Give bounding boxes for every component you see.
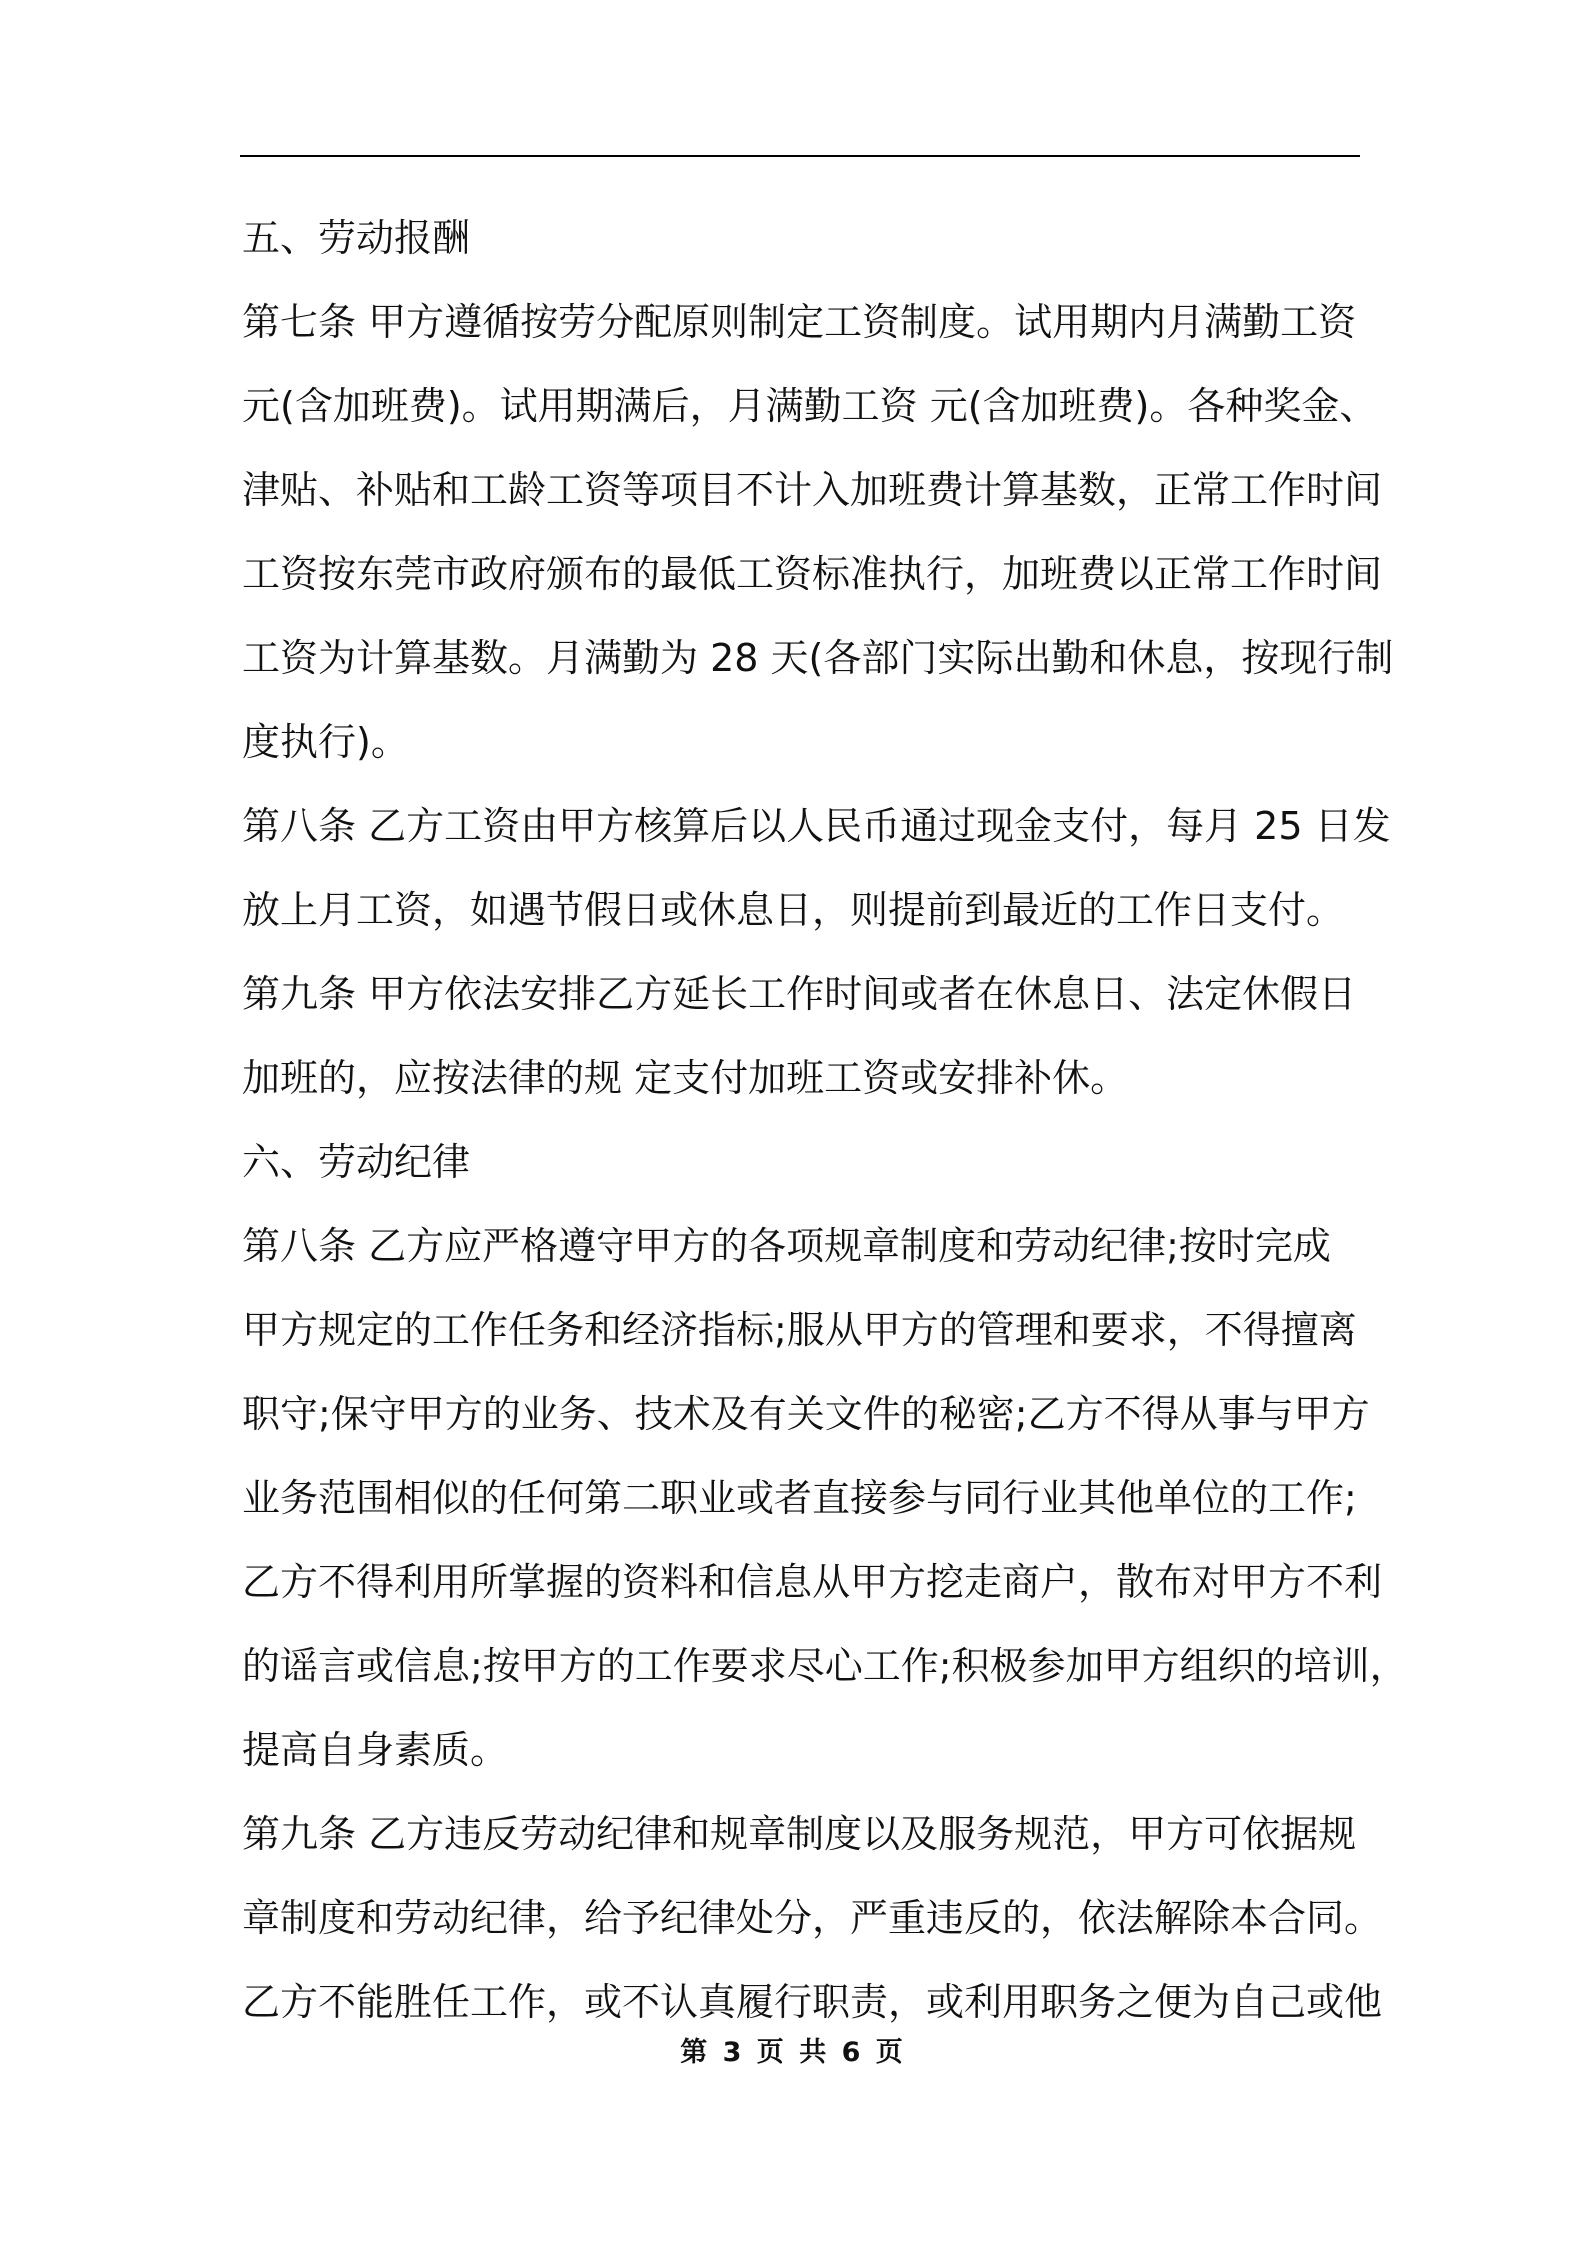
text-line: 的谣言或信息;按甲方的工作要求尽心工作;积极参加甲方组织的培训，: [242, 1644, 1408, 1688]
section-heading: 六、劳动纪律: [242, 1140, 471, 1184]
text-line: 提高自身素质。: [242, 1728, 509, 1772]
text-line: 工资为计算基数。月满勤为 28 天(各部门实际出勤和休息，按现行制: [242, 636, 1394, 680]
section-heading: 五、劳动报酬: [242, 216, 471, 260]
document-body: [242, 196, 1408, 2044]
text-line: 章制度和劳动纪律，给予纪律处分，严重违反的，依法解除本合同。: [242, 1896, 1383, 1940]
text-line: 第九条 甲方依法安排乙方延长工作时间或者在休息日、法定休假日: [242, 972, 1357, 1016]
text-line: 甲方规定的工作任务和经济指标;服从甲方的管理和要求，不得擅离: [242, 1308, 1357, 1352]
text-line: 第七条 甲方遵循按劳分配原则制定工资制度。试用期内月满勤工资: [242, 300, 1357, 344]
text-line: 第八条 乙方应严格遵守甲方的各项规章制度和劳动纪律;按时完成: [242, 1224, 1331, 1268]
text-line: 工资按东莞市政府颁布的最低工资标准执行，加班费以正常工作时间: [242, 552, 1383, 596]
text-line: 乙方不能胜任工作，或不认真履行职责，或利用职务之便为自己或他: [242, 1980, 1383, 2024]
text-line: 放上月工资，如遇节假日或休息日，则提前到最近的工作日支付。: [242, 888, 1345, 932]
header-divider: [240, 155, 1360, 157]
text-line: 业务范围相似的任何第二职业或者直接参与同行业其他单位的工作;: [242, 1476, 1357, 1520]
text-line: 乙方不得利用所掌握的资料和信息从甲方挖走商户，散布对甲方不利: [242, 1560, 1383, 1604]
text-line: 职守;保守甲方的业务、技术及有关文件的秘密;乙方不得从事与甲方: [242, 1392, 1370, 1436]
text-line: 津贴、补贴和工龄工资等项目不计入加班费计算基数，正常工作时间: [242, 468, 1383, 512]
text-line: 加班的，应按法律的规 定支付加班工资或安排补休。: [242, 1056, 1129, 1100]
page-number-footer: 第 3 页 共 6 页: [680, 2037, 906, 2068]
text-line: 元(含加班费)。试用期满后，月满勤工资 元(含加班费)。各种奖金、: [242, 384, 1378, 428]
text-line: 第八条 乙方工资由甲方核算后以人民币通过现金支付，每月 25 日发: [242, 804, 1391, 848]
text-line: 度执行)。: [242, 720, 409, 764]
text-line: 第九条 乙方违反劳动纪律和规章制度以及服务规范，甲方可依据规: [242, 1812, 1357, 1856]
